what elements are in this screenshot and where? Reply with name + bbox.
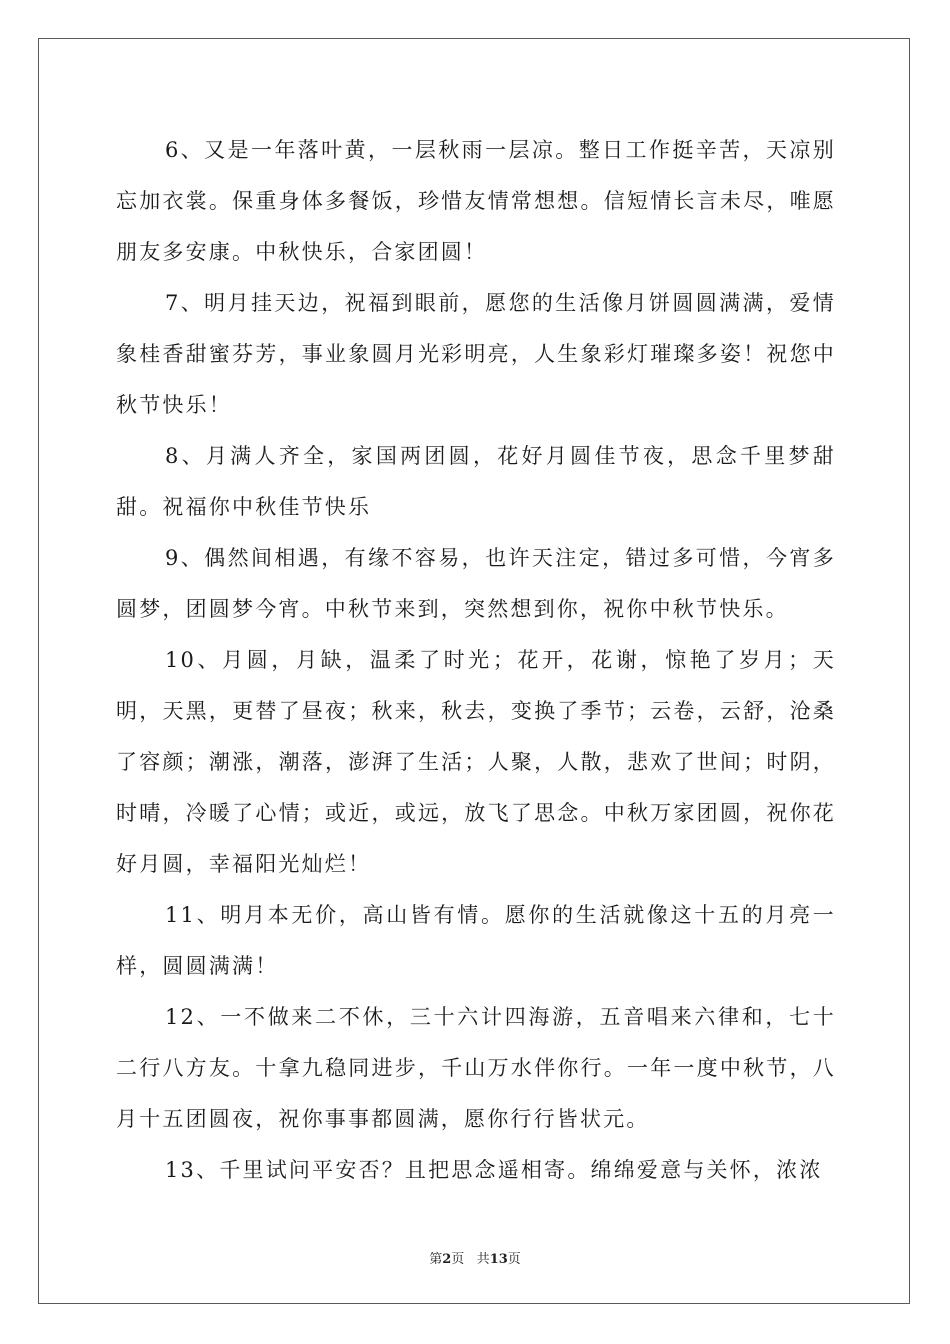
- document-body: [116, 125, 836, 1196]
- total-suffix: 页: [507, 1252, 521, 1267]
- paragraph-9: 9、偶然间相遇，有缘不容易，也许天注定，错过多可惜，今宵多圆梦，团圆梦今宵。中秋节来到，突然想到你，祝你中秋节快乐。: [116, 546, 836, 621]
- page-footer: [0, 1248, 950, 1267]
- total-prefix: 共: [476, 1252, 490, 1267]
- paragraph-12: 12、一不做来二不休，三十六计四海游，五音唱来六律和，七十二行八方友。十拿九稳同进步，千山万水伴你行。一年一度中秋节，八月十五团圆夜，祝你事事都圆满，愿你行行皆状元。: [116, 1005, 836, 1131]
- page-suffix: 页: [451, 1252, 465, 1267]
- paragraph-10: 10、月圆，月缺，温柔了时光；花开，花谢，惊艳了岁月；天明，天黑，更替了昼夜；秋来，秋去，变换了季节；云卷，云舒，沧桑了容颜；潮涨，潮落，澎湃了生活；人聚，人散，悲欢了世间；时阴，时晴，冷暖了心情；或近，或远，放飞了思念。中秋万家团圆，祝你花好月圆，幸福阳光灿烂！: [116, 648, 836, 876]
- page-prefix: 第: [429, 1252, 443, 1267]
- paragraph-11: 11、明月本无价，高山皆有情。愿你的生活就像这十五的月亮一样，圆圆满满！: [116, 903, 836, 978]
- paragraph-13: 13、千里试问平安否？且把思念遥相寄。绵绵爱意与关怀，浓浓: [165, 1158, 823, 1182]
- page-number: 2: [442, 1252, 452, 1267]
- paragraph-6: 6、又是一年落叶黄，一层秋雨一层凉。整日工作挺辛苦，天凉别忘加衣裳。保重身体多餐饭，珍惜友情常想想。信短情长言未尽，唯愿朋友多安康。中秋快乐，合家团圆！: [116, 138, 836, 264]
- paragraph-8: 8、月满人齐全，家国两团圆，花好月圆佳节夜，思念千里梦甜甜。祝福你中秋佳节快乐: [116, 444, 836, 519]
- paragraph-7: 7、明月挂天边，祝福到眼前，愿您的生活像月饼圆圆满满，爱情象桂香甜蜜芬芳，事业象圆月光彩明亮，人生象彩灯璀璨多姿！祝您中秋节快乐！: [116, 291, 836, 417]
- total-pages: 13: [489, 1252, 508, 1267]
